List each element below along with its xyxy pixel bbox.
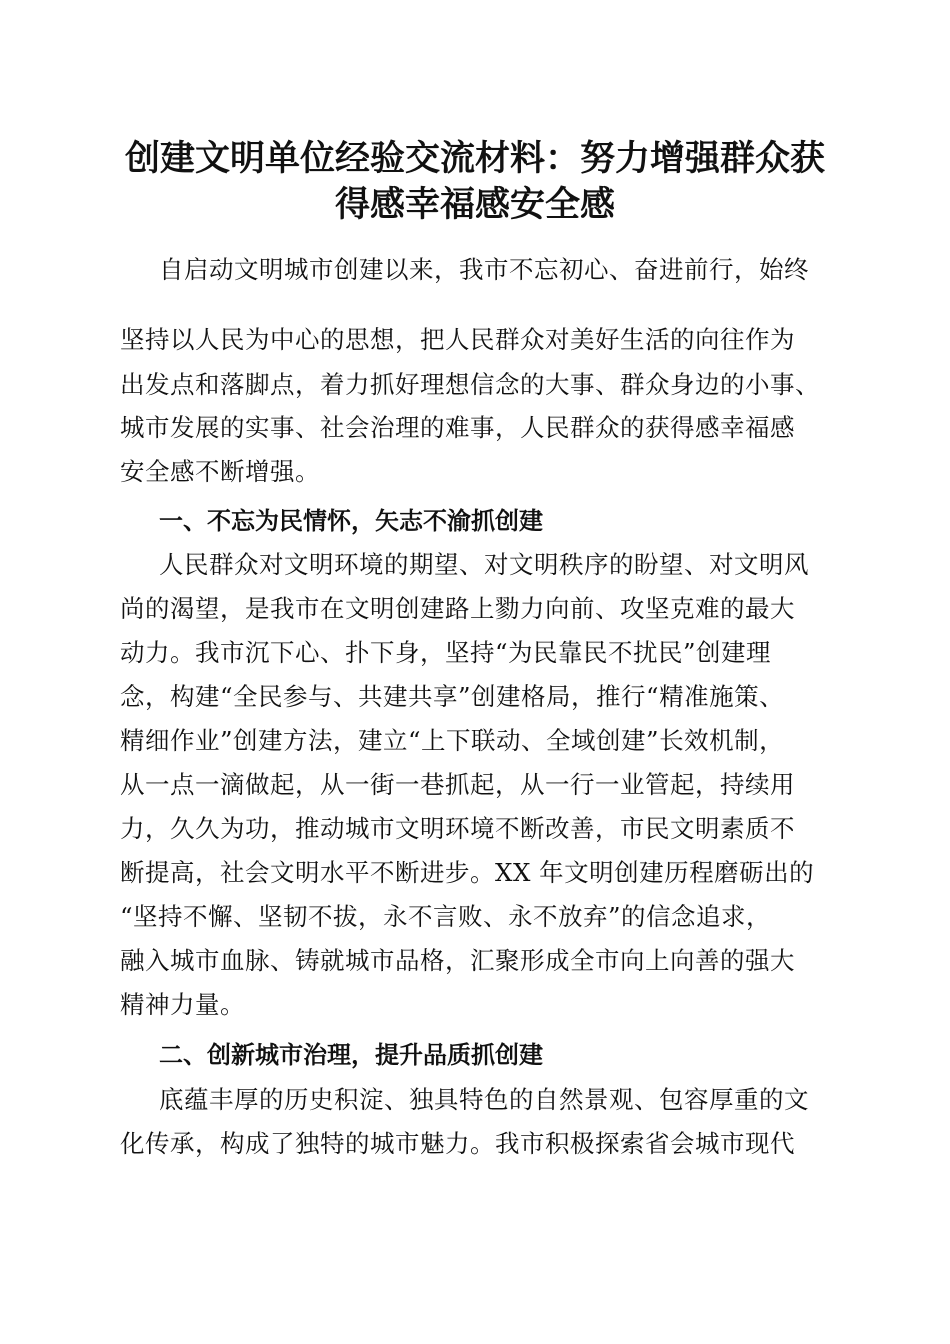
intro-line: 城市发展的实事、社会治理的难事，人民群众的获得感幸福感: [120, 413, 795, 442]
section-heading-1: 一、不忘为民情怀，矢志不渝抓创建: [159, 507, 543, 535]
section1-line: “坚持不懈、坚韧不拔，永不言败、永不放弃”的信念追求，: [120, 902, 772, 931]
section1-line: 断提高，社会文明水平不断进步。XX 年文明创建历程磨砺出的: [120, 858, 815, 887]
section2-line: 底蕴丰厚的历史积淀、独具特色的自然景观、包容厚重的文: [159, 1085, 809, 1114]
section1-line: 融入城市血脉、铸就城市品格，汇聚形成全市向上向善的强大: [120, 946, 795, 975]
intro-line: 坚持以人民为中心的思想，把人民群众对美好生活的向往作为: [120, 325, 795, 354]
section-heading-2: 二、创新城市治理，提升品质抓创建: [159, 1041, 543, 1069]
document-title-line-2: 得感幸福感安全感: [334, 184, 615, 225]
section1-line: 精神力量。: [120, 990, 245, 1019]
section1-line: 念，构建“全民参与、共建共享”创建格局，推行“精准施策、: [120, 682, 785, 711]
document-title-line-1: 创建文明单位经验交流材料：努力增强群众获: [124, 138, 825, 179]
section2-line: 化传承，构成了独特的城市魅力。我市积极探索省会城市现代: [120, 1129, 795, 1158]
intro-line: 自启动文明城市创建以来，我市不忘初心、奋进前行，始终: [159, 255, 809, 284]
section1-line: 精细作业”创建方法，建立“上下联动、全域创建”长效机制，: [120, 726, 785, 755]
section1-line: 尚的渴望，是我市在文明创建路上勠力向前、攻坚克难的最大: [120, 594, 795, 623]
intro-line: 出发点和落脚点，着力抓好理想信念的大事、群众身边的小事、: [120, 370, 820, 399]
section1-line: 动力。我市沉下心、扑下身，坚持“为民靠民不扰民”创建理: [120, 638, 772, 667]
section1-line: 力，久久为功，推动城市文明环境不断改善，市民文明素质不: [120, 814, 795, 843]
intro-line: 安全感不断增强。: [120, 457, 320, 486]
section1-line: 人民群众对文明环境的期望、对文明秩序的盼望、对文明风: [159, 550, 809, 579]
section1-line: 从一点一滴做起，从一街一巷抓起，从一行一业管起，持续用: [120, 770, 795, 799]
